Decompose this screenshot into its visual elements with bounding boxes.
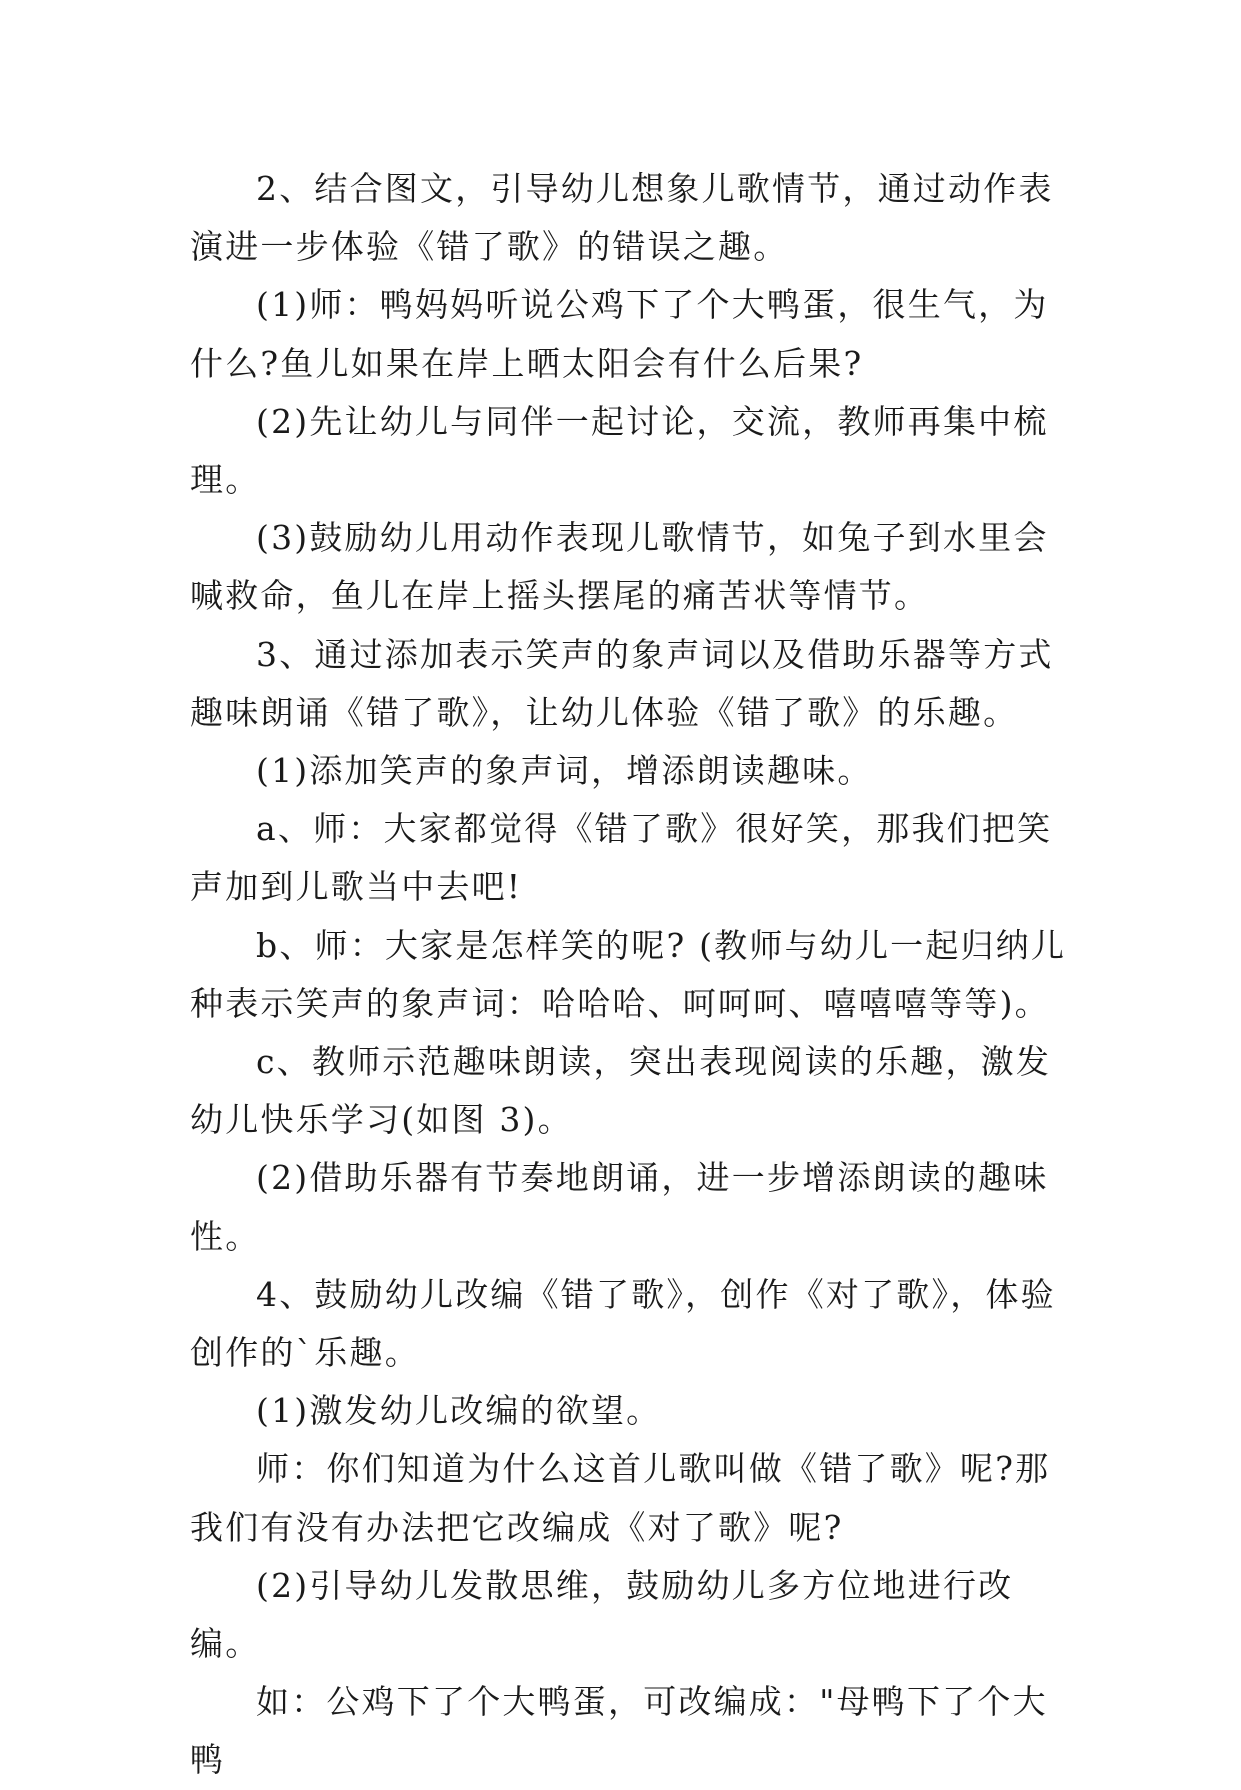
paragraph-step-2-2: (2)先让幼儿与同伴一起讨论，交流，教师再集中梳理。 (190, 401, 1049, 500)
paragraph-step-4-2: (2)引导幼儿发散思维，鼓励幼儿多方位地进行改编。 (190, 1565, 1014, 1664)
paragraph-step-2-3: (3)鼓励幼儿用动作表现儿歌情节，如兔子到水里会喊救命，鱼儿在岸上摇头摆尾的痛苦状等情节。 (190, 518, 1049, 616)
paragraph-teacher-question: 师：你们知道为什么这首儿歌叫做《错了歌》呢?那我们有没有办法把它改编成《对了歌》呢? (190, 1449, 1051, 1547)
paragraph-step-4: 4、鼓励幼儿改编《错了歌》，创作《对了歌》，体验创作的`乐趣。 (190, 1274, 1056, 1373)
paragraph-step-3-2: (2)借助乐器有节奏地朗诵，进一步增添朗读的趣味性。 (190, 1158, 1049, 1256)
document-body (190, 160, 1070, 1790)
paragraph-step-3-1-a: a、师：大家都觉得《错了歌》很好笑，那我们把笑声加到儿歌当中去吧! (190, 809, 1053, 907)
paragraph-step-3-1-c: c、教师示范趣味朗读，突出表现阅读的乐趣，激发幼儿快乐学习(如图 3)。 (190, 1042, 1052, 1140)
paragraph-step-3: 3、通过添加表示笑声的象声词以及借助乐器等方式趣味朗诵《错了歌》，让幼儿体验《错了歌》的乐趣。 (190, 634, 1054, 732)
paragraph-step-2: 2、结合图文，引导幼儿想象儿歌情节，通过动作表演进一步体验《错了歌》的错误之趣。 (190, 169, 1054, 267)
paragraph-step-3-1-b: b、师：大家是怎样笑的呢? (教师与幼儿一起归纳儿种表示笑声的象声词：哈哈哈、呵呵呵、嘻嘻嘻等等)。 (190, 925, 1067, 1023)
paragraph-step-4-1: (1)激发幼儿改编的欲望。 (256, 1391, 662, 1431)
paragraph-example: 如：公鸡下了个大鸭蛋，可改编成："母鸭下了个大鸭 (190, 1682, 1048, 1780)
paragraph-step-3-1: (1)添加笑声的象声词，增添朗读趣味。 (256, 751, 873, 791)
paragraph-step-2-1: (1)师：鸭妈妈听说公鸡下了个大鸭蛋，很生气，为什么?鱼儿如果在岸上晒太阳会有什么后果? (190, 285, 1049, 383)
